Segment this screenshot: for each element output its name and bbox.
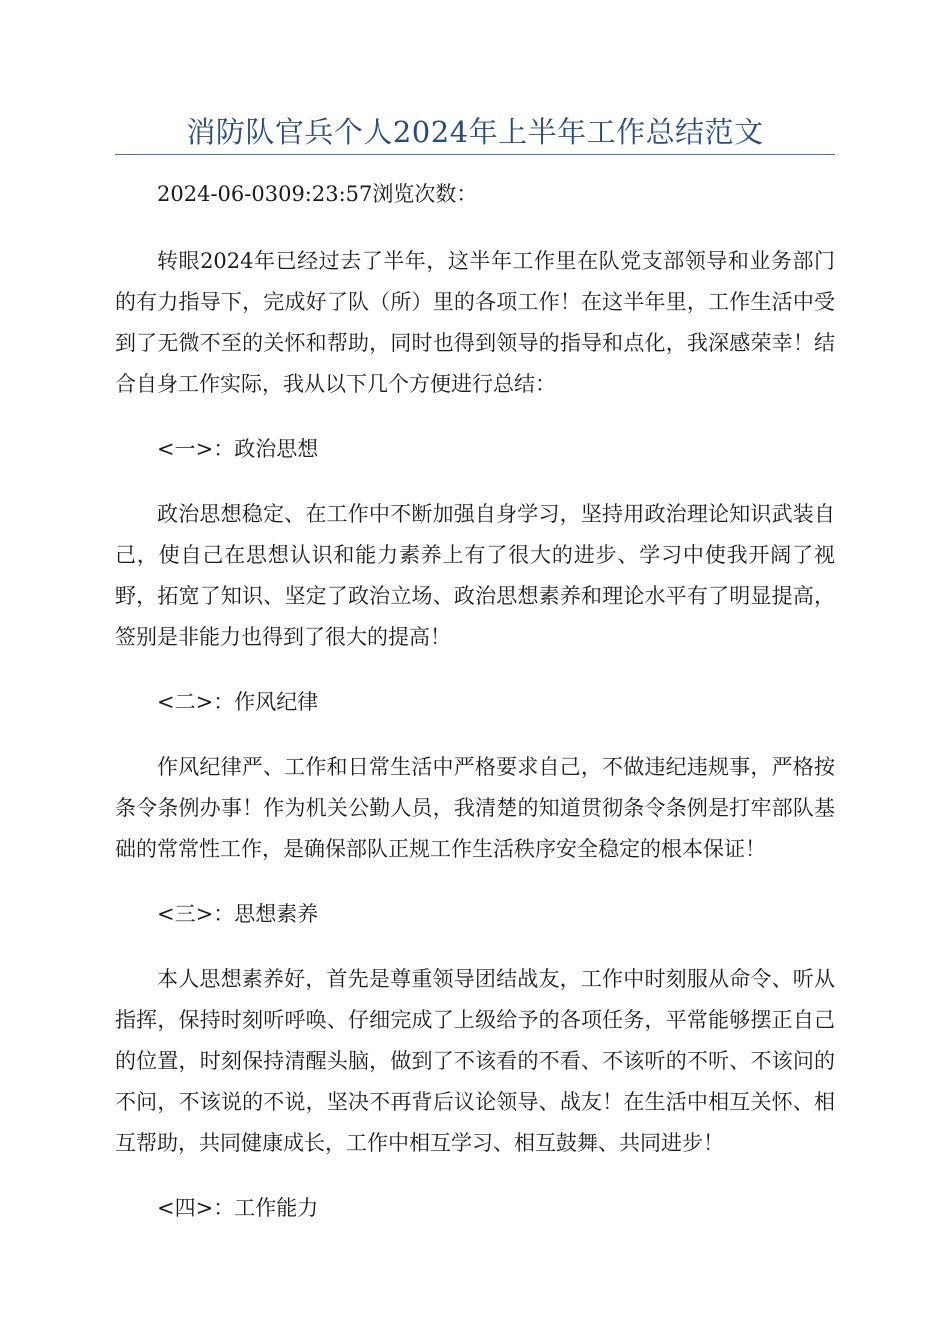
paragraph-ideology: 本人思想素养好，首先是尊重领导团结战友，工作中时刻服从命令、听从指挥，保持时刻听呼唤、仔细完成了上级给予的各项任务，平常能够摆正自己的位置，时刻保持清醒头脑，做到了不该看的不看、不该听的不听、不该问的不问，不该说的不说，坚决不再背后议论领导、战友！在生活中相互关怀、相互帮助，共同健康成长，工作中相互学习、相互鼓舞、共同进步！ — [115, 967, 835, 1155]
title-underline — [115, 154, 835, 155]
section-heading-discipline: <二>：作风纪律 — [157, 690, 319, 714]
section-heading-ideology: <三>：思想素养 — [157, 902, 319, 926]
paragraph-discipline: 作风纪律严、工作和日常生活中严格要求自己，不做违纪违规事，严格按条令条例办事！作为机关公勤人员，我清楚的知道贯彻条令条例是打牢部队基础的常常性工作，是确保部队正规工作生活秩序安全稳定的根本保证！ — [115, 755, 835, 861]
section-heading-ability: <四>：工作能力 — [157, 1196, 319, 1220]
paragraph-politics: 政治思想稳定、在工作中不断加强自身学习，坚持用政治理论知识武装自己，使自己在思想认识和能力素养上有了很大的进步、学习中使我开阔了视野，拓宽了知识、坚定了政治立场、政治思想素养和理论水平有了明显提高，签别是非能力也得到了很大的提高！ — [115, 502, 835, 649]
section-heading-politics: <一>：政治思想 — [157, 437, 319, 461]
paragraph-intro: 转眼2024年已经过去了半年，这半年工作里在队党支部领导和业务部门的有力指导下，完成好了队（所）里的各项工作！在这半年里，工作生活中受到了无微不至的关怀和帮助，同时也得到领导的指导和点化，我深感荣幸！结合自身工作实际，我从以下几个方便进行总结： — [115, 249, 835, 396]
document-body — [115, 174, 835, 1253]
publish-meta: 2024-06-0309:23:57浏览次数： — [157, 182, 478, 206]
page-title: 消防队官兵个人2024年上半年工作总结范文 — [186, 115, 764, 149]
